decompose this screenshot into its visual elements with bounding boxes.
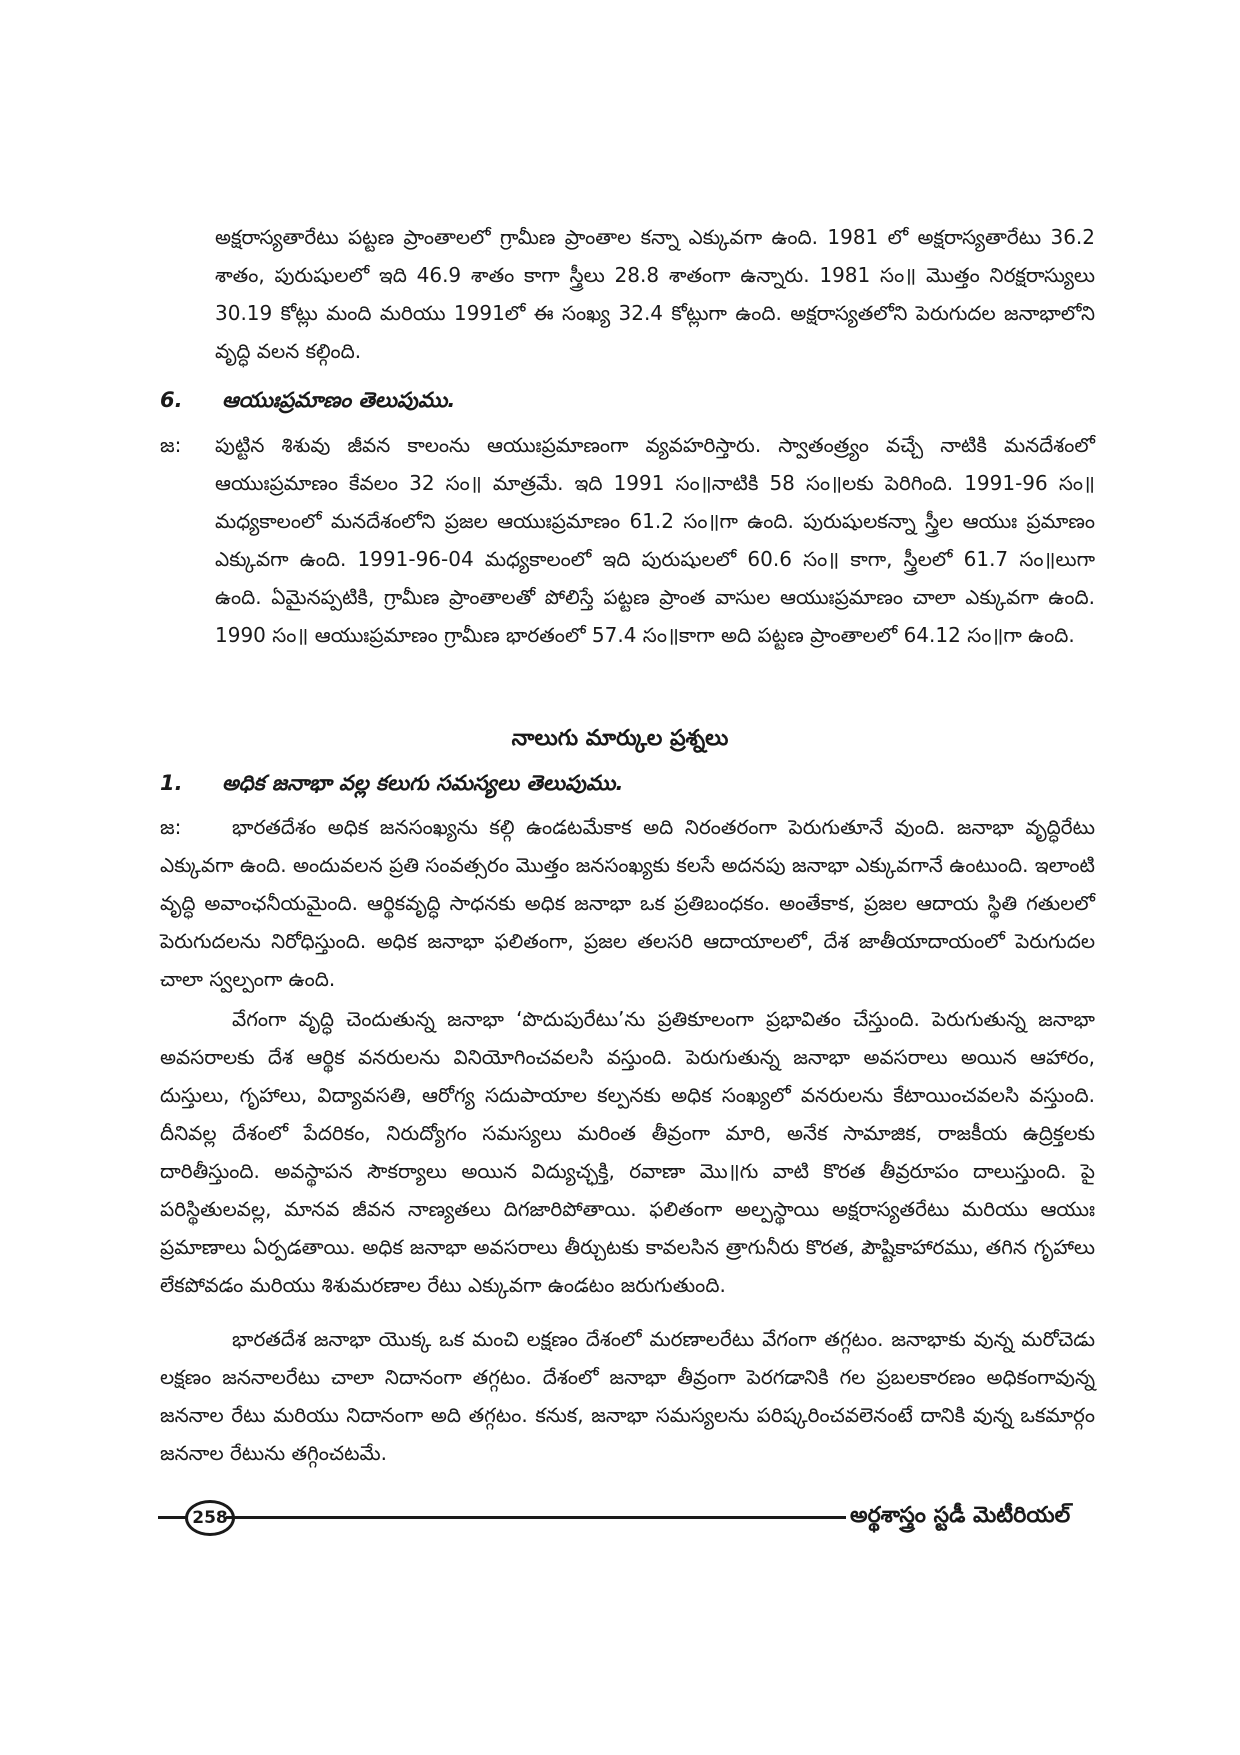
- question-number: 1.: [160, 771, 183, 795]
- answer-paragraph-2: వేగంగా వృద్ధి చెందుతున్న జనాభా ‘పొదుపురేటు’ను ప్రతికూలంగా ప్రభావితం చేస్తుంది. పెరుగుతున్న జనాభా అవసరాలకు దేశ ఆర్థిక వనరులను వినియోగించవలసి వస్తుంది. పెరుగుతున్న జనాభా అవసరాలు అయిన ఆహారం, దుస్తులు, గృహాలు, విద్యావసతి, ఆరోగ్య సదుపాయాల కల్పనకు అధిక సంఖ్యలో వనరులను కేటాయించవలసి వస్తుంది. దీనివల్ల దేశంలో పేదరికం, నిరుద్యోగం సమస్యలు మరింత తీవ్రంగా మారి, అనేక సామాజిక, రాజకీయ ఉద్రిక్తలకు దారితీస్తుంది. అవస్థాపన సౌకర్యాలు అయిన విద్యుచ్ఛక్తి, రవాణా మొ॥గు వాటి కొరత తీవ్రరూపం దాలుస్తుంది. పై పరిస్థితులవల్ల, మానవ జీవన నాణ్యతలు దిగజారిపోతాయి. ఫలితంగా అల్పస్థాయి అక్షరాస్యతరేటు మరియు ఆయుః ప్రమాణాలు ఏర్పడతాయి. అధిక జనాభా అవసరాలు తీర్చుటకు కావలసిన త్రాగునీరు కొరత, పౌష్టికాహారము, తగిన గృహాలు లేకపోవడం మరియు శిశుమరణాల రేటు ఎక్కువగా ఉండటం జరుగుతుంది.: [160, 1007, 1095, 1297]
- question-text: అధిక జనాభా వల్ల కలుగు సమస్యలు తెలుపుము.: [222, 771, 624, 795]
- answer-paragraph-1: భారతదేశం అధిక జనసంఖ్యను కల్గి ఉండటమేకాక అది నిరంతరంగా పెరుగుతూనే వుంది. జనాభా వృద్ధిరేటు ఎక్కువగా ఉంది. అందువలన ప్రతి సంవత్సరం మొత్తం జనసంఖ్యకు కలసే అదనపు జనాభా ఎక్కువగానే ఉంటుంది. ఇలాంటి వృద్ధి అవాంఛనీయమైంది. ఆర్థికవృద్ధి సాధనకు అధిక జనాభా ఒక ప్రతిబంధకం. అంతేకాక, ప్రజల ఆదాయ స్థితి గతులలో పెరుగుదలను నిరోధిస్తుంది. అధిక జనాభా ఫలితంగా, ప్రజల తలసరి ఆదాయాలలో, దేశ జాతీయాదాయంలో పెరుగుదల చాలా స్వల్పంగా ఉంది.: [160, 815, 1095, 991]
- intro-paragraph: అక్షరాస్యతారేటు పట్టణ ప్రాంతాలలో గ్రామీణ ప్రాంతాల కన్నా ఎక్కువగా ఉంది. 1981 లో అక్షరాస్యతారేటు 36.2 శాతం, పురుషులలో ఇది 46.9 శాతం కాగా స్త్రీలు 28.8 శాతంగా ఉన్నారు. 1981 సం॥ మొత్తం నిరక్షరాస్యులు 30.19 కోట్లు మంది మరియు 1991లో ఈ సంఖ్య 32.4 కోట్లుగా ఉంది. అక్షరాస్యతలోని పెరుగుదల జనాభాలోని వృద్ధి వలన కల్గింది.: [215, 225, 1095, 363]
- section-heading: నాలుగు మార్కుల ప్రశ్నలు: [511, 726, 729, 751]
- page-number: 258: [192, 1508, 228, 1528]
- question-text: ఆయుఃప్రమాణం తెలుపుము.: [222, 388, 456, 412]
- footer-rule: [226, 1516, 846, 1519]
- answer-label: జ:: [160, 433, 182, 457]
- answer-label: జ:: [160, 815, 182, 839]
- answer-paragraph: పుట్టిన శిశువు జీవన కాలంను ఆయుఃప్రమాణంగా వ్యవహరిస్తారు. స్వాతంత్ర్యం వచ్చే నాటికి మనదేశంలో ఆయుఃప్రమాణం కేవలం 32 సం॥ మాత్రమే. ఇది 1991 సం॥నాటికి 58 సం॥లకు పెరిగింది. 1991-96 సం॥ మధ్యకాలంలో మనదేశంలోని ప్రజల ఆయుఃప్రమాణం 61.2 సం॥గా ఉంది. పురుషులకన్నా స్త్రీల ఆయుః ప్రమాణం ఎక్కువగా ఉంది. 1991-96-04 మధ్యకాలంలో ఇది పురుషులలో 60.6 సం॥ కాగా, స్త్రీలలో 61.7 సం॥లుగా ఉంది. ఏమైనప్పటికి, గ్రామీణ ప్రాంతాలతో పోలిస్తే పట్టణ ప్రాంత వాసుల ఆయుఃప్రమాణం చాలా ఎక్కువగా ఉంది. 1990 సం॥ ఆయుఃప్రమాణం గ్రామీణ భారతంలో 57.4 సం॥కాగా అది పట్టణ ప్రాంతాలలో 64.12 సం॥గా ఉంది.: [215, 433, 1095, 647]
- footer-title: అర్థశాస్త్రం స్టడీ మెటీరియల్: [850, 1503, 1071, 1528]
- question-number: 6.: [160, 388, 183, 412]
- footer-rule-left: [158, 1516, 188, 1519]
- answer-paragraph-3: భారతదేశ జనాభా యొక్క ఒక మంచి లక్షణం దేశంలో మరణాలరేటు వేగంగా తగ్గటం. జనాభాకు వున్న మరోచెడు లక్షణం జననాలరేటు చాలా నిదానంగా తగ్గటం. దేశంలో జనాభా తీవ్రంగా పెరగడానికి గల ప్రబలకారణం అధికంగావున్న జననాల రేటు మరియు నిదానంగా అది తగ్గటం. కనుక, జనాభా సమస్యలను పరిష్కరించవలెనంటే దానికి వున్న ఒకమార్గం జననాల రేటును తగ్గించటమే.: [160, 1327, 1095, 1465]
